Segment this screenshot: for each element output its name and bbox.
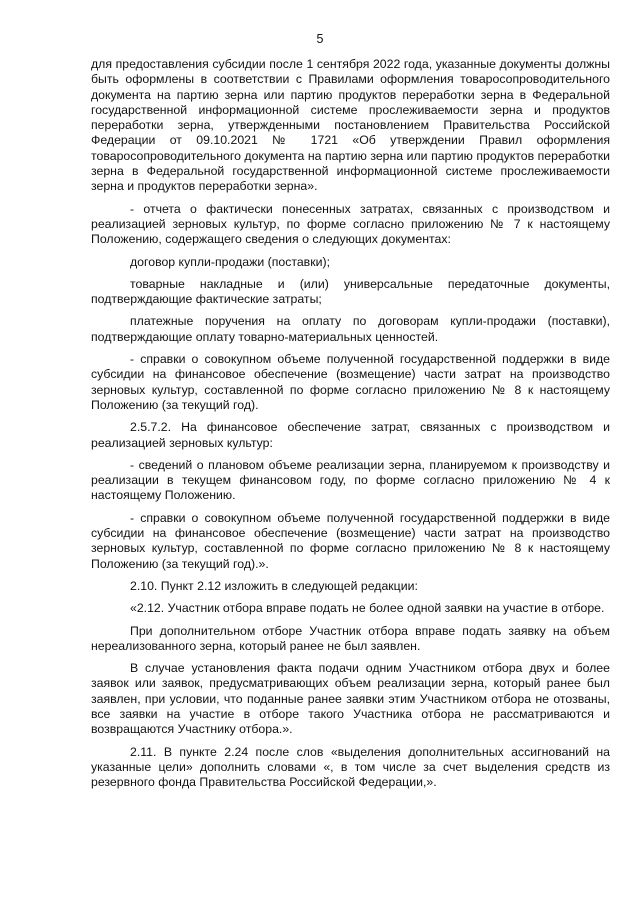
paragraph-2-5-7-2: 2.5.7.2. На финансовое обеспечение затрат, связанных с производством и реализацией зерновых культур:	[91, 420, 610, 450]
paragraph-2-11: 2.11. В пункте 2.24 после слов «выделения дополнительных ассигнований на указанные цели» дополнить словами «, в том числе за счет выделения средств из резервного фонда Правительства Российской Федерации,».	[91, 744, 610, 790]
paragraph-payment-orders: платежные поручения на оплату по договорам купли-продажи (поставки), подтверждающие оплату товарно-материальных ценностей.	[91, 314, 610, 344]
paragraph-additional-selection: При дополнительном отборе Участник отбора вправе подать заявку на объем нереализованного зерна, который ранее не был заявлен.	[91, 623, 610, 653]
paragraph-support-certificate: - справки о совокупном объеме полученной государственной поддержки в виде субсидии на финансовое обеспечение (возмещение) части затрат на производство зерновых культур, составленной по форме согласно приложению № 8 к настоящему Положению (за текущий год).	[91, 352, 610, 412]
page-number: 5	[316, 32, 324, 46]
paragraph-support-certificate-2: - справки о совокупном объеме полученной государственной поддержки в виде субсидии на финансовое обеспечение (возмещение) части затрат на производство зерновых культур, составленной по форме согласно приложению № 8 к настоящему Положению (за текущий год).».	[91, 510, 610, 571]
paragraph-2-10: 2.10. Пункт 2.12 изложить в следующей редакции:	[130, 578, 418, 593]
paragraph-2-12: «2.12. Участник отбора вправе подать не более одной заявки на участие в отборе.	[130, 601, 605, 616]
paragraph-expense-report: - отчета о фактически понесенных затратах, связанных с производством и реализацией зерновых культур, по форме согласно приложению № 7 к настоящему Положению, содержащего сведения о следующих документах:	[91, 201, 610, 247]
paragraph-planned-volume: - сведений о плановом объеме реализации зерна, планируемом к производству и реализации в текущем финансовом году, по форме согласно приложению № 4 к настоящему Положению.	[91, 457, 610, 503]
paragraph-invoices: товарные накладные и (или) универсальные передаточные документы, подтверждающие фактические затраты;	[91, 276, 610, 307]
paragraph-duplicate-applications: В случае установления факта подачи одним Участником отбора двух и более заявок или заявок, предусматривающих объем реализации зерна, который ранее был заявлен, при условии, что поданные ранее заявки этим Участником отбора не отозваны, все заявки на участие в отборе такого Участника отбора не рассматриваются и возвращаются Участнику отбора.».	[91, 661, 610, 737]
paragraph-continuation: для предоставления субсидии после 1 сентября 2022 года, указанные документы должны быть оформлены в соответствии с Правилами оформления товаросопроводительного документа на партию зерна или партию продуктов переработки зерна в Федеральной государственной информационной системе прослеживаемости зерна и продуктов переработки зерна, утвержденными постановлением Правительства Российской Федерации от 09.10.2021 № 1721 «Об утверждении Правил оформления товаросопроводительного документа на партию зерна или партию продуктов переработки зерна в Федеральной государственной информационной системе прослеживаемости зерна и продуктов переработки зерна».	[91, 57, 610, 194]
paragraph-purchase-contract: договор купли-продажи (поставки);	[130, 254, 330, 269]
document-body	[91, 57, 610, 790]
